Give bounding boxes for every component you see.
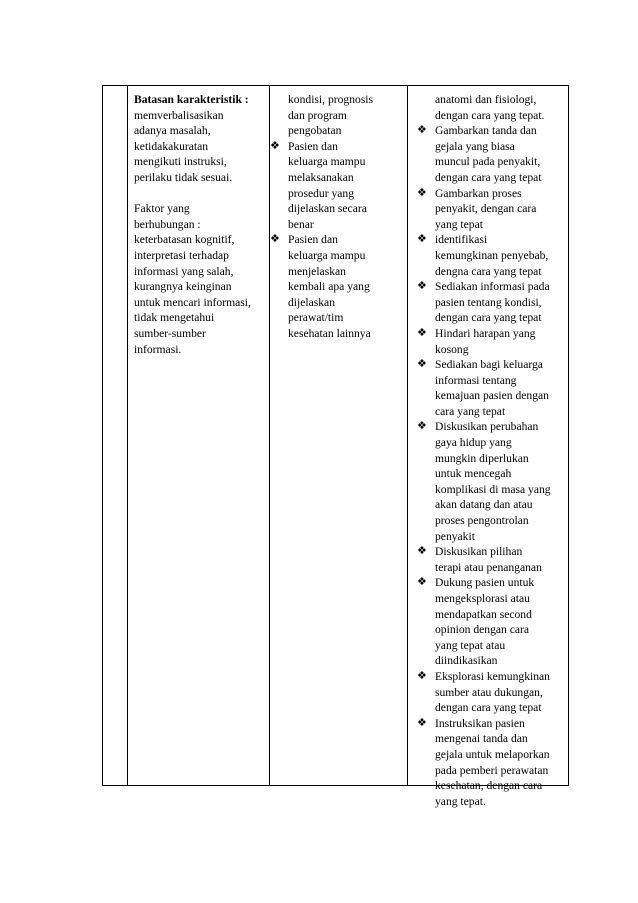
list-item-line: proses pengontrolan xyxy=(435,514,529,528)
list-item xyxy=(416,186,564,233)
diamond-bullet-icon: ❖ xyxy=(417,358,427,371)
diamond-bullet-icon: ❖ xyxy=(417,716,427,729)
diamond-bullet-icon: ❖ xyxy=(417,420,427,433)
text-line: pengobatan xyxy=(288,124,342,138)
list-item-line: prosedur yang xyxy=(288,186,355,200)
list-item-line: mengenai tanda dan xyxy=(435,732,528,746)
related-factors-text xyxy=(134,201,272,357)
characteristics-heading: Batasan karakteristik : xyxy=(134,93,249,106)
list-item-line: Sediakan informasi pada xyxy=(435,280,550,294)
list-item-line: Gambarkan tanda dan xyxy=(435,124,537,138)
list-item-line: dengna cara yang tepat xyxy=(435,264,542,278)
list-item-line: mendapatkan second xyxy=(435,607,532,621)
outcome-cell xyxy=(269,92,397,342)
text-line: keterbatasan kognitif, xyxy=(134,233,235,247)
list-item-line: terapi atau penanganan xyxy=(435,560,542,574)
list-item xyxy=(269,139,397,233)
list-item-line: akan datang dan atau xyxy=(435,498,533,512)
list-item-line: gejala yang biasa xyxy=(435,139,515,153)
text-line: memverbalisasikan xyxy=(134,108,224,122)
outcome-list xyxy=(269,139,397,342)
list-item-line: gaya hidup yang xyxy=(435,436,512,450)
list-item-line: sumber atau dukungan, xyxy=(435,685,543,699)
list-item-line: benar xyxy=(288,217,314,231)
text-line: Faktor yang xyxy=(134,202,190,216)
list-item-line: dijelaskan secara xyxy=(288,202,367,216)
list-item-line: kesehatan, dengan cara xyxy=(435,779,543,793)
diamond-bullet-icon: ❖ xyxy=(417,669,427,682)
text-line: interpretasi terhadap xyxy=(134,248,229,262)
text-line: dengan cara yang tepat. xyxy=(435,108,545,122)
list-item xyxy=(416,232,564,279)
list-item-line: Diskusikan pilihan xyxy=(435,545,523,559)
diamond-bullet-icon: ❖ xyxy=(417,186,427,199)
text-line: perilaku tidak sesuai. xyxy=(134,170,233,184)
text-line: berhubungan : xyxy=(134,217,201,231)
list-item-line: diindikasikan xyxy=(435,654,498,668)
list-item-line: komplikasi di masa yang xyxy=(435,482,551,496)
list-item-line: keluarga mampu xyxy=(288,248,366,262)
list-item-line: informasi tentang xyxy=(435,373,517,387)
list-item xyxy=(416,419,564,544)
list-item-line: melaksanakan xyxy=(288,170,354,184)
characteristics-text xyxy=(134,108,272,186)
intervention-lead-text xyxy=(416,92,564,123)
list-item-line: kembali apa yang xyxy=(288,280,370,294)
list-item-line: Sediakan bagi keluarga xyxy=(435,358,543,372)
list-item-line: opinion dengan cara xyxy=(435,623,530,637)
diamond-bullet-icon: ❖ xyxy=(417,280,427,293)
list-item-line: Pasien dan xyxy=(288,233,338,247)
list-item-line: dengan cara yang tepat xyxy=(435,311,542,325)
text-line: mengikuti instruksi, xyxy=(134,155,227,169)
list-item xyxy=(416,123,564,185)
intervention-list xyxy=(416,123,564,809)
list-item xyxy=(416,357,564,419)
text-line: informasi yang salah, xyxy=(134,264,234,278)
list-item-line: kesehatan lainnya xyxy=(288,326,371,340)
list-item-line: kemajuan pasien dengan xyxy=(435,389,549,403)
text-line: sumber-sumber xyxy=(134,326,206,340)
list-item xyxy=(416,575,564,669)
list-item xyxy=(269,232,397,341)
diamond-bullet-icon: ❖ xyxy=(270,233,280,246)
diamond-bullet-icon: ❖ xyxy=(417,233,427,246)
text-line: untuk mencari informasi, xyxy=(134,295,251,309)
list-item-line: dengan cara yang tepat xyxy=(435,701,542,715)
list-item-line: perawat/tim xyxy=(288,311,344,325)
diamond-bullet-icon: ❖ xyxy=(417,545,427,558)
text-line: adanya masalah, xyxy=(134,124,211,138)
list-item-line: dengan cara yang tepat xyxy=(435,170,542,184)
list-item xyxy=(416,544,564,575)
diamond-bullet-icon: ❖ xyxy=(270,139,280,152)
list-item-line: Pasien dan xyxy=(288,139,338,153)
list-item-line: Diskusikan perubahan xyxy=(435,420,539,434)
list-item-line: kosong xyxy=(435,342,469,356)
nursing-care-table xyxy=(102,85,569,808)
list-item-line: muncul pada penyakit, xyxy=(435,155,541,169)
list-item-line: mengeksplorasi atau xyxy=(435,592,530,605)
diagnosis-cell xyxy=(131,92,272,357)
list-item-line: identifikasi xyxy=(435,233,488,247)
column-divider xyxy=(127,86,128,785)
list-item xyxy=(416,716,564,810)
list-item-line: pasien tentang kondisi, xyxy=(435,295,542,309)
list-item-line: penyakit, dengan cara xyxy=(435,202,537,216)
list-item-line: Hindari harapan yang xyxy=(435,326,536,340)
list-item-line: cara yang tepat xyxy=(435,404,506,418)
list-item-line: yang tepat atau xyxy=(435,638,506,652)
list-item-line: dijelaskan xyxy=(288,295,336,309)
list-item-line: keluarga mampu xyxy=(288,155,366,169)
list-item-line: gejala untuk melaporkan xyxy=(435,747,550,761)
list-item xyxy=(416,326,564,357)
list-item-line: Eksplorasi kemungkinan xyxy=(435,669,550,683)
list-item-line: Gambarkan proses xyxy=(435,186,522,200)
list-item-line: Dukung pasien untuk xyxy=(435,576,535,590)
text-line: kurangnya keinginan xyxy=(134,280,232,294)
text-line: informasi. xyxy=(134,342,182,356)
text-line: dan program xyxy=(288,108,347,122)
column-divider xyxy=(407,86,408,785)
diamond-bullet-icon: ❖ xyxy=(417,124,427,137)
list-item-line: mungkin diperlukan xyxy=(435,451,529,465)
list-item xyxy=(416,279,564,326)
list-item-line: yang tepat xyxy=(435,217,483,231)
list-item-line: pada pemberi perawatan xyxy=(435,763,549,777)
list-item-line: untuk mencegah xyxy=(435,467,512,481)
diamond-bullet-icon: ❖ xyxy=(417,576,427,589)
list-item-line: Instruksikan pasien xyxy=(435,716,525,730)
list-item-line: yang tepat. xyxy=(435,794,486,808)
text-line: anatomi dan fisiologi, xyxy=(435,93,537,106)
text-line: ketidakakuratan xyxy=(134,139,209,153)
text-line: kondisi, prognosis xyxy=(288,93,374,106)
list-item-line: kemungkinan penyebab, xyxy=(435,248,549,262)
diamond-bullet-icon: ❖ xyxy=(417,326,427,339)
list-item xyxy=(416,669,564,716)
outcome-lead-text xyxy=(269,92,397,139)
list-item-line: penyakit xyxy=(435,529,475,543)
intervention-cell xyxy=(416,92,564,809)
list-item-line: menjelaskan xyxy=(288,264,346,278)
text-line: tidak mengetahui xyxy=(134,311,215,325)
